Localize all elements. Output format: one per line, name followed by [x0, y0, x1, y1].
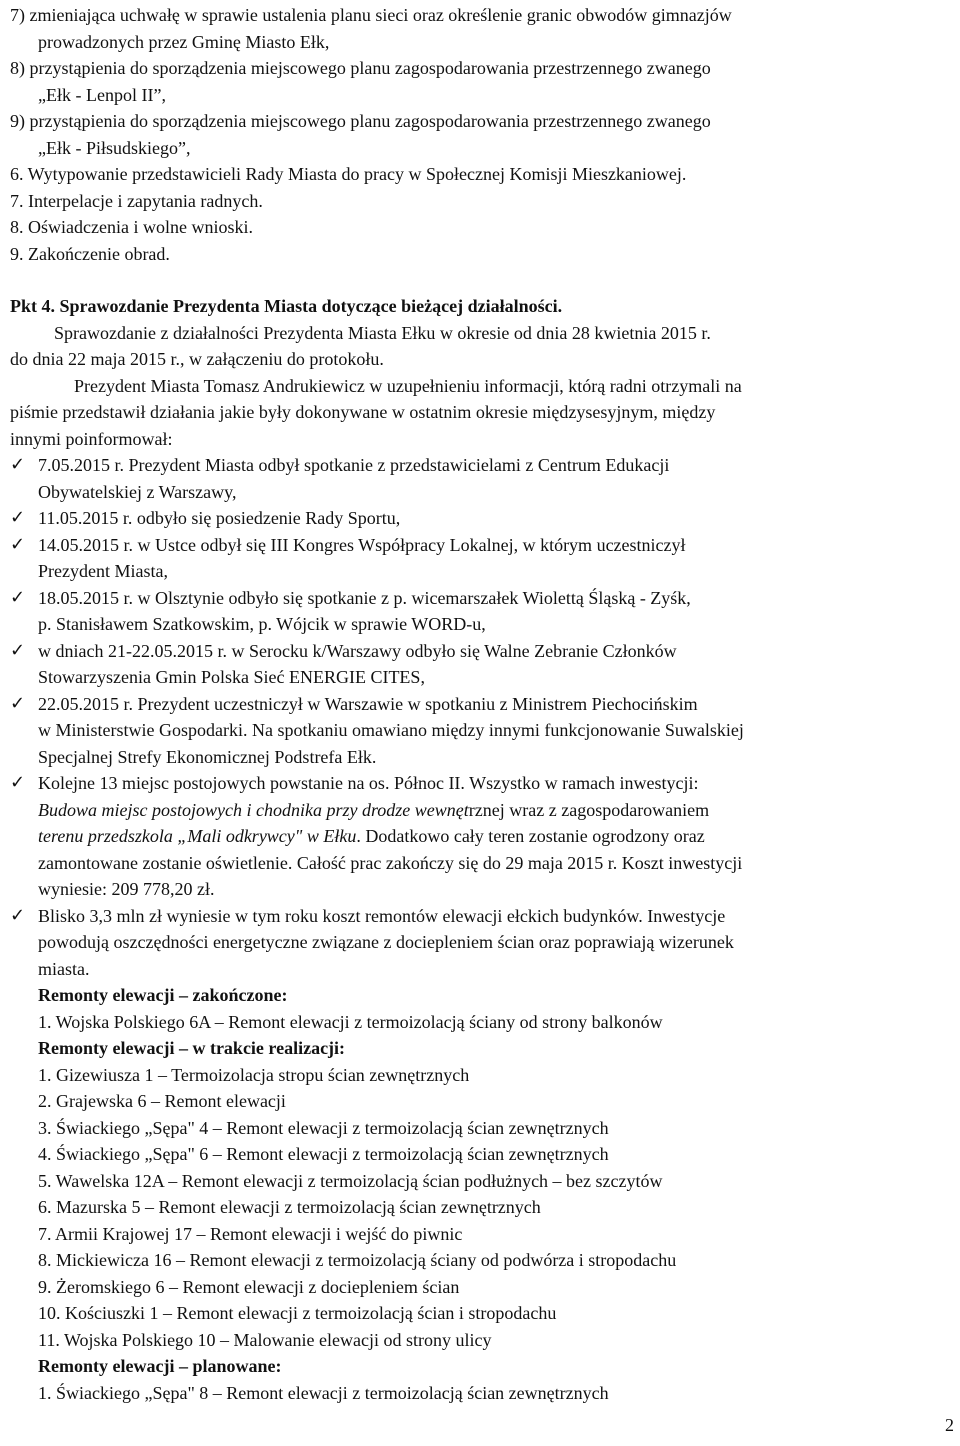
- checkmark-icon: ✓: [10, 904, 26, 926]
- report-line: Sprawozdanie z działalności Prezydenta Miasta Ełku w okresie od dnia 28 kwietnia 2015 r.: [54, 322, 711, 343]
- checkmark-icon: ✓: [10, 454, 26, 475]
- agenda-line: 8. Oświadczenia i wolne wnioski.: [10, 217, 253, 237]
- agenda-line: 6. Wytypowanie przedstawicieli Rady Miasta do pracy w Społecznej Komisji Mieszkaniowej.: [10, 164, 687, 184]
- renovation-item: 3. Świackiego „Sępa" 4 – Remont elewacji z termoizolacją ścian zewnętrznych: [38, 1117, 609, 1138]
- investment-name-rest: rznej wraz z zagospodarowaniem: [468, 799, 710, 820]
- agenda-line: 9. Zakończenie obrad.: [10, 243, 170, 264]
- check-line: Obywatelskiej z Warszawy,: [38, 481, 237, 502]
- check-line: w Ministerstwie Gospodarki. Na spotkaniu omawiano między innymi funkcjonowanie Suwalskiej: [38, 720, 744, 740]
- agenda-line: prowadzonych przez Gminę Miasto Ełk,: [38, 31, 330, 52]
- renovation-item: 4. Świackiego „Sępa" 6 – Remont elewacji z termoizolacją ścian zewnętrznych: [38, 1144, 609, 1164]
- agenda-line: „Ełk - Lenpol II”,: [38, 84, 166, 105]
- renovation-item: 1. Wojska Polskiego 6A – Remont elewacji z termoizolacją ściany od strony balkonów: [38, 1011, 663, 1032]
- checkmark-icon: ✓: [10, 507, 26, 528]
- check-line: wyniesie: 209 778,20 zł.: [38, 879, 215, 899]
- renovation-item: 6. Mazurska 5 – Remont elewacji z termoizolacją ścian zewnętrznych: [38, 1197, 541, 1217]
- intro-line: piśmie przedstawił działania jakie były dokonywane w ostatnim okresie międzysesyjnym, między: [10, 402, 716, 422]
- renovation-item: 11. Wojska Polskiego 10 – Malowanie elewacji od strony ulicy: [38, 1329, 492, 1350]
- renovation-item: 5. Wawelska 12A – Remont elewacji z termoizolacją ścian podłużnych – bez szczytów: [38, 1170, 663, 1191]
- agenda-line: 9) przystąpienia do sporządzenia miejscowego planu zagospodarowania przestrzennego zwanego: [10, 111, 711, 131]
- investment-text: . Dodatkowo cały teren zostanie ogrodzony oraz: [356, 826, 705, 846]
- renovation-item: 10. Kościuszki 1 – Remont elewacji z termoizolacją ścian i stropodachu: [38, 1303, 557, 1323]
- check-line: powodują oszczędności energetyczne związane z dociepleniem ścian oraz poprawiają wizerunek: [38, 932, 734, 952]
- check-item: [10, 585, 950, 638]
- agenda-line: 8) przystąpienia do sporządzenia miejscowego planu zagospodarowania przestrzennego zwanego: [10, 58, 711, 78]
- renovation-item: 7. Armii Krajowej 17 – Remont elewacji i wejść do piwnic: [38, 1223, 463, 1244]
- investment-name: terenu przedszkola „Mali odkrywcy" w Ełku: [38, 826, 357, 846]
- section-title: Sprawozdanie Prezydenta Miasta dotyczące bieżącej działalności.: [59, 296, 563, 316]
- section-heading: [10, 293, 950, 320]
- check-item: [10, 903, 950, 1407]
- checkmark-icon: ✓: [10, 533, 26, 555]
- check-line: miasta.: [38, 958, 90, 979]
- check-line: 18.05.2015 r. w Olsztynie odbyło się spotkanie z p. wicemarszałek Wiolettą Śląską - Zyśk,: [38, 587, 691, 608]
- check-line: Prezydent Miasta,: [38, 561, 168, 581]
- check-line: [38, 797, 950, 824]
- spacer: [10, 267, 950, 293]
- renovation-item: 8. Mickiewicza 16 – Remont elewacji z termoizolacją ściany od podwórza i stropodachu: [38, 1250, 677, 1270]
- checkmark-icon: ✓: [10, 639, 26, 661]
- agenda-line: 7. Interpelacje i zapytania radnych.: [10, 190, 263, 211]
- checkmark-icon: ✓: [10, 586, 26, 608]
- investment-name: Budowa miejsc postojowych i chodnika przy drodze wewnęt: [38, 799, 469, 820]
- check-item: [10, 691, 950, 771]
- check-line: p. Stanisławem Szatkowskim, p. Wójcik w sprawie WORD-u,: [38, 614, 486, 634]
- agenda-list: [10, 2, 950, 267]
- check-line: zamontowane zostanie oświetlenie. Całość prac zakończy się do 29 maja 2015 r. Koszt inwestycji: [38, 852, 743, 873]
- report-line: do dnia 22 maja 2015 r., w załączeniu do protokołu.: [10, 349, 384, 369]
- page-number: 2: [945, 1414, 954, 1435]
- check-line: Specjalnej Strefy Ekonomicznej Podstrefa Ełk.: [38, 746, 377, 767]
- checkmark-icon: ✓: [10, 772, 26, 793]
- check-item: [10, 770, 950, 903]
- completed-heading: Remonty elewacji – zakończone:: [38, 985, 288, 1005]
- check-item: [10, 532, 950, 585]
- check-line: Kolejne 13 miejsc postojowych powstanie na os. Północ II. Wszystko w ramach inwestycji:: [38, 773, 699, 793]
- intro-line: Prezydent Miasta Tomasz Andrukiewicz w uzupełnieniu informacji, którą radni otrzymali na: [74, 375, 742, 396]
- check-line: 7.05.2015 r. Prezydent Miasta odbył spotkanie z przedstawicielami z Centrum Edukacji: [38, 455, 670, 475]
- intro-line: innymi poinformował:: [10, 428, 173, 449]
- check-item: [10, 452, 950, 505]
- agenda-line: „Ełk - Piłsudskiego”,: [38, 137, 191, 158]
- agenda-line: 7) zmieniająca uchwałę w sprawie ustalenia planu sieci oraz określenie granic obwodów gimnazjów: [10, 5, 732, 25]
- check-line: Blisko 3,3 mln zł wyniesie w tym roku koszt remontów elewacji ełckich budynków. Inwestycje: [38, 905, 726, 926]
- check-line: 22.05.2015 r. Prezydent uczestniczył w Warszawie w spotkaniu z Ministrem Piechocińskim: [38, 693, 698, 714]
- check-line: 11.05.2015 r. odbyło się posiedzenie Rady Sportu,: [38, 508, 401, 528]
- activity-checklist: [10, 452, 950, 1406]
- checkmark-icon: ✓: [10, 692, 26, 714]
- check-line: Stowarzyszenia Gmin Polska Sieć ENERGIE CITES,: [38, 667, 425, 687]
- renovation-item: 1. Gizewiusza 1 – Termoizolacja stropu ścian zewnętrznych: [38, 1064, 470, 1085]
- section-label: Pkt 4.: [10, 296, 55, 316]
- renovation-item: 9. Żeromskiego 6 – Remont elewacji z dociepleniem ścian: [38, 1276, 460, 1297]
- renovation-item: 1. Świackiego „Sępa" 8 – Remont elewacji z termoizolacją ścian zewnętrznych: [38, 1382, 609, 1403]
- check-line: 14.05.2015 r. w Ustce odbył się III Kongres Współpracy Lokalnej, w którym uczestniczył: [38, 534, 686, 555]
- in-progress-heading: Remonty elewacji – w trakcie realizacji:: [38, 1038, 346, 1058]
- check-item: [10, 638, 950, 691]
- check-item: [10, 505, 950, 532]
- check-line: w dniach 21-22.05.2015 r. w Serocku k/Warszawy odbyło się Walne Zebranie Członków: [38, 640, 677, 661]
- renovation-item: 2. Grajewska 6 – Remont elewacji: [38, 1091, 286, 1111]
- planned-heading: Remonty elewacji – planowane:: [38, 1356, 282, 1376]
- check-line: [38, 823, 950, 850]
